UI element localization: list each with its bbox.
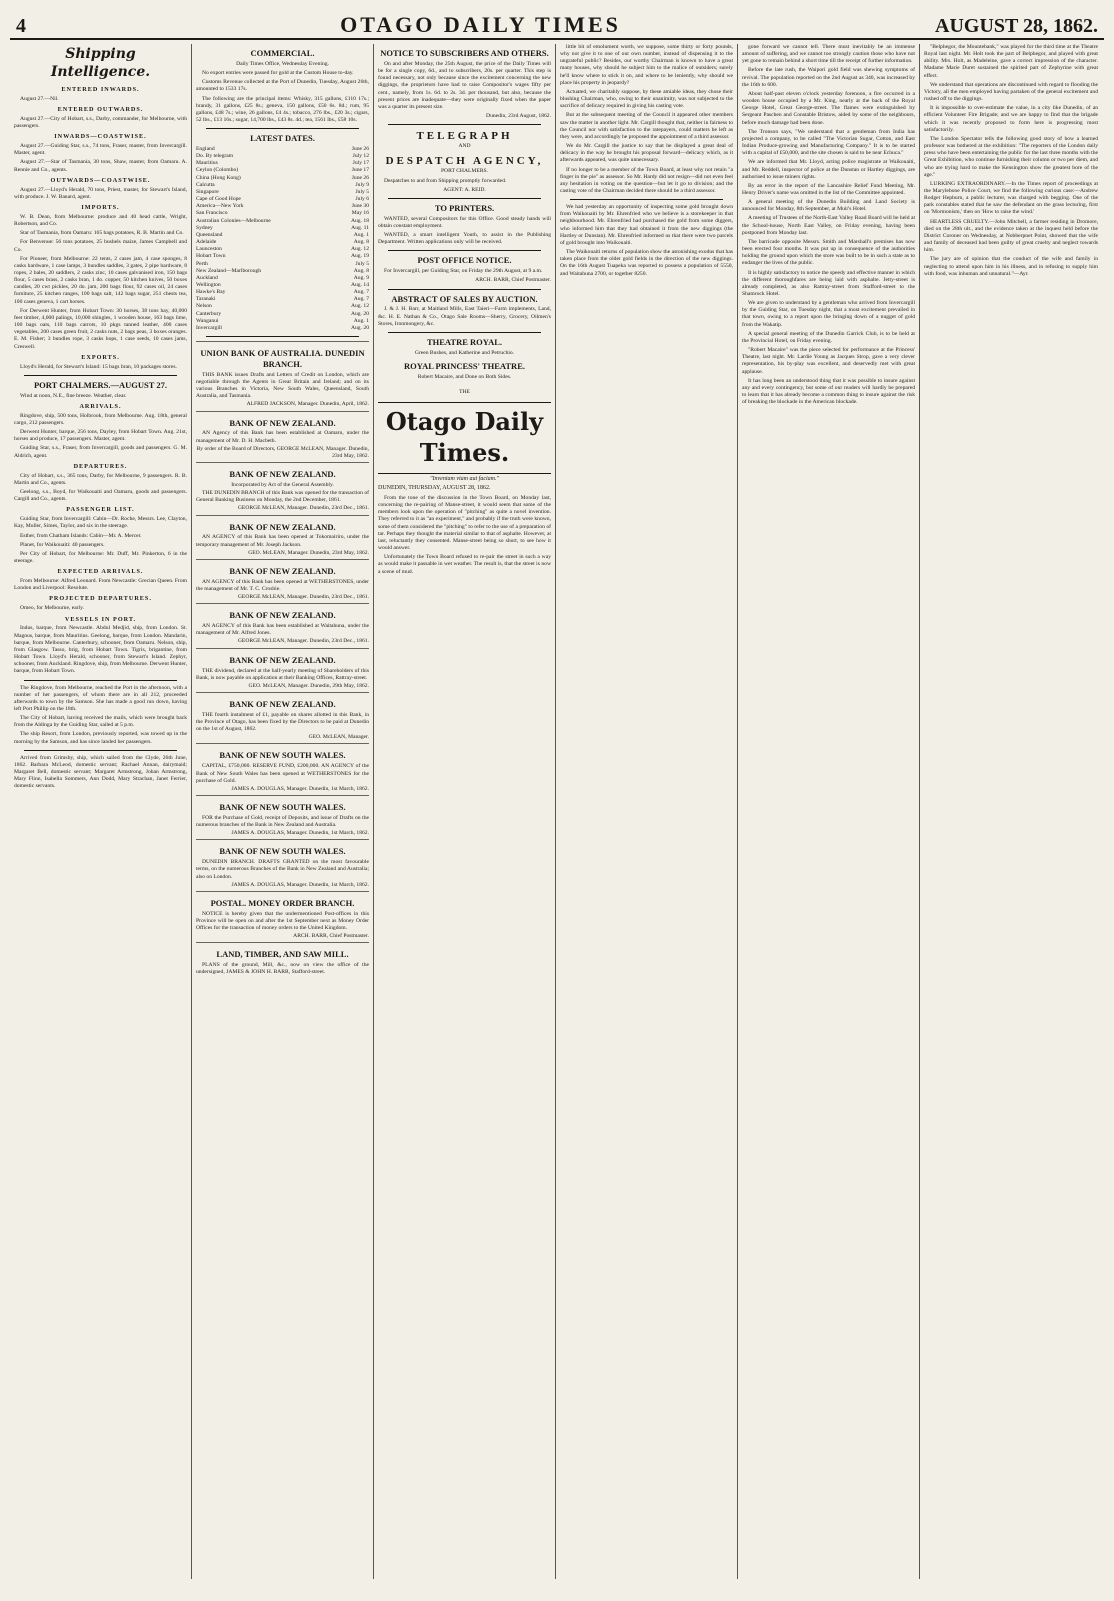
subhead: OUTWARDS—COASTWISE. xyxy=(50,176,151,184)
latest-dates-row xyxy=(196,268,369,275)
latest-dates-place: Hobart Town xyxy=(196,253,226,260)
paragraph: Guiding Star, from Invercargill: Cabin—Dr. Roche, Messrs. Lee, Clayton, Kay, Muller, Simes, Taylor, and six in the steerage. xyxy=(14,516,187,530)
ad-signature: GEORGE McLEAN, Manager. Dunedin, 23rd Dec., 1861. xyxy=(237,638,369,645)
princess-text: Robert Macaire, and Done on Both Sides. xyxy=(417,373,512,380)
divider xyxy=(570,199,723,200)
ad-heading: LAND, TIMBER, AND SAW MILL. xyxy=(216,949,349,960)
latest-dates-title: LATEST DATES. xyxy=(250,133,315,144)
theatre-title: THEATRE ROYAL. xyxy=(426,336,503,347)
paragraph: We are given to understand by a gentleman who arrived from Invercargill by the Guiding Star, on Tuesday night, that a most excitement prevailed in that town, owing to a report upon the bringing down of a nugget of gold from the Wakatip. xyxy=(742,300,915,328)
ad-heading: BANK OF NEW ZEALAND. xyxy=(229,610,336,621)
paragraph: Customs Revenue collected at the Port of Dunedin, Tuesday, August 26th, amounted to 1533 17s. xyxy=(196,79,369,93)
latest-dates-date: Aug. 7 xyxy=(353,289,369,296)
paragraph: The City of Hobart, having received the mails, which were brought back from the Aldinga by the Guiding Star, sailed at 5 p.m. xyxy=(14,715,187,729)
latest-dates-date: June 26 xyxy=(351,146,369,152)
subhead: IMPORTS. xyxy=(81,203,120,211)
ad-heading: POSTAL. MONEY ORDER BRANCH. xyxy=(210,897,355,908)
paragraph: The ship Resort, from London, previously reported, was towed up in the morning by the Samson, and has since landed her passengers. xyxy=(14,731,187,745)
column-leader xyxy=(556,44,738,1579)
latest-dates-date: July 5 xyxy=(355,260,369,267)
bnz-ad-wetherstones xyxy=(196,559,369,601)
divider xyxy=(388,124,541,125)
dateline: DUNEDIN, THURSDAY, AUGUST 28, 1862. xyxy=(378,485,491,492)
shipping-title: Shipping Intelligence. xyxy=(50,46,151,80)
ad-signature: By order of the Board of Directors, GEORGE McLEAN, Manager. Dunedin, 23rd May, 1862. xyxy=(196,445,369,459)
paragraph: The jury are of opinion that the conduct of the wife and family in neglecting to attend upon him in his illness, and in refusing to supply him with food, was inhuman and unnatural."—Ayr. xyxy=(924,256,1098,277)
paragraph: "Belphegor, the Mountebank," was played for the third time at the Theatre Royal last night. Mr. Holt took the part of Belphegor, and played with great ability. Mrs. Holt, as Madeleine, gave a correct impression of the character. Madame Marie Duret sustained the spirited part of Zephyrine with great effect. xyxy=(924,44,1098,79)
subscribers-notice-title: NOTICE TO SUBSCRIBERS AND OTHERS. xyxy=(380,48,549,58)
paragraph: Unfortunately the Town Board refused to re-pair the street in such a way as would make it passable in wet weather. The result is, that the street is now a scene of mud. xyxy=(378,554,551,575)
paragraph: "Robert Macaire" was the piece selected for performance at the Princess' Theatre, last night. Mr. Lardie Young as Jacques Strop, gave a very clever representation, his by-play was excellent, and deservedly met with great applause. xyxy=(742,347,915,375)
latest-dates-row xyxy=(196,282,369,289)
latest-dates-place: Launceston xyxy=(196,246,222,253)
latest-dates-date: June 30 xyxy=(351,203,369,210)
latest-dates-row xyxy=(196,325,369,332)
latest-dates-place: Invercargill xyxy=(196,324,222,331)
theatre-text: Green Bushes, and Katherine and Petruchio. xyxy=(414,349,515,356)
ad-signature: JAMES A. DOUGLAS, Manager. Dunedin, 1st March, 1862. xyxy=(231,881,369,888)
divider xyxy=(24,375,177,376)
latest-dates-place: Nelson xyxy=(196,303,212,310)
latest-dates-place: Canterbury xyxy=(196,310,222,317)
masthead-date: AUGUST 28, 1862. xyxy=(935,15,1098,37)
paragraph: It is impossible to over-estimate the value, in a city like Dunedin, of an efficient Volunteer Fire Brigade; and we are happy to find that the brigade which it was recently proposed to form here is progressing most satisfactorily. xyxy=(924,105,1098,133)
latest-dates-row xyxy=(196,218,369,225)
bnz-ad-dunedin xyxy=(196,462,369,513)
ad-signature: JAMES A. DOUGLAS, Manager. Dunedin, 1st March, 1862. xyxy=(231,785,369,792)
paragraph: From the tone of the discussion in the Town Board, on Monday last, concerning the re-pairing of Manse-street, it would seem that some of the members look upon the operation of "pitching" as quite a novel invention. They referred to it as "an experiment," and probably if the truth were known, some of them considered the "pitching" to refer to the use of a preparation of tar. Perhaps they thought the material similar to that of asphalte. However, at last, reluctantly they consented. Manse-street being so short, to see how it would answer. xyxy=(378,494,551,552)
paragraph: J. & J. H. Barr, at Maitland Mills, East Taieri—Farm implements, Land, &c. H. E. Nathan & Co., Otago Sale Rooms—Sherry, Grocery, Oilmen's Stores, Ironmongery, &c. xyxy=(378,306,551,327)
latest-dates-place: Wellington xyxy=(196,281,221,288)
latest-dates-row xyxy=(196,239,369,246)
union-bank-ad xyxy=(196,341,369,409)
latest-dates-row xyxy=(196,146,369,153)
paragraph: little bit of emolument worth, we suppose, some thirty or forty pounds, why not give it to one of our own number, instead of dispensing it to the ungrateful public? Besides, our worthy Chairman is known to have a great many houses, why should he subject him to the malice of outsiders; surely he'll know where to stick it on, and where to be leniently, why should we place his property in jeopardy? xyxy=(560,44,733,86)
latest-dates-date: May 16 xyxy=(351,210,369,217)
bnz-ad-instalment xyxy=(196,692,369,742)
bnsw-ad-3 xyxy=(196,839,369,889)
paragraph: A special general meeting of the Dunedin Garrick Club, is to be held at the Provincial Hotel, on Friday evening. xyxy=(742,330,915,344)
paragraph: August 27.—Lloyd's Herald, 70 tons, Priest, master, for Stewart's Island, with produce. J. W. Banard, agent. xyxy=(14,186,187,200)
ad-signature: GEORGE McLEAN, Manager. Dunedin, 23rd Dec., 1861. xyxy=(237,505,369,512)
latest-dates-date: Aug. 8 xyxy=(353,239,369,246)
latest-dates-row xyxy=(196,253,369,260)
paragraph: Derwent Hunter, barque, 256 tons, Dayley, from Hobart Town. Aug. 21st, horses and produce, 17 passengers. Master, agent. xyxy=(14,429,187,443)
paragraph: Planet, for Waikouaiti: 40 passengers. xyxy=(20,541,105,548)
latest-dates-row xyxy=(196,167,369,174)
abstract-title: ABSTRACT OF SALES BY AUCTION. xyxy=(391,293,538,304)
ad-text: FOR the Purchase of Gold, receipt of Deposits, and issue of Drafts on the numerous branches of the Bank in New Zealand and Australia. xyxy=(196,814,369,828)
paragraph: City of Hobart, s.s., 365 tons, Darby, for Melbourne, 9 passengers. R. B. Martin and Co., agents. xyxy=(14,472,187,486)
subhead: INWARDS—COASTWISE. xyxy=(54,133,147,141)
paragraph: No export entries were passed for gold at the Custom House to-day. xyxy=(202,70,354,77)
latest-dates-row xyxy=(196,175,369,182)
latest-dates-row xyxy=(196,311,369,318)
ad-signature: GEO. McLEAN, Manager. xyxy=(308,734,369,741)
paragraph: For Pioneer, from Melbourne: 22 tents, 2 cases jam, 4 case sponges, 8 casks hardware, 1 case lamps, 3 bundles saddles, 3 gates, 2 pipe hardware, 8 ropes, 2 bales, 20 saddlers, 2 casks zinc, 10 cases galvanised iron, 150 bags flour, 5 cases brass, 2 casks bran, 1 do. copper, 50 kitchen knives, 50 boxes candles, 20 cwt pickles, 20 do. jam, 200 bags flour, 92 cases oil, 24 cases furniture, 25 kitchen ranges, 100 bags salt, 142 bags sugar, 251 chests tea, 100 cases geneva, 1 cart horses. xyxy=(14,255,187,305)
paragraph: We do Mr. Cargill the justice to say that he displayed a great deal of delicacy in the way he brought his proposal forward—delicacy which, as it afterwards appeared, was quite unnecessary. xyxy=(560,143,733,164)
ad-heading: BANK OF NEW SOUTH WALES. xyxy=(219,801,346,812)
ad-heading: BANK OF NEW ZEALAND. xyxy=(229,698,336,709)
paragraph: By an error in the report of the Lancashire Relief Fund Meeting, Mr. Henry Driver's name was omitted in the list of the Committee appointed. xyxy=(742,182,915,196)
divider xyxy=(388,198,541,199)
paper-motto: "Inveniam viam aut faciam." xyxy=(429,475,500,482)
paper-the: THE xyxy=(459,389,470,395)
latest-dates-date: Aug. 19 xyxy=(350,253,369,260)
latest-dates-date: Aug. 11 xyxy=(351,224,369,231)
latest-dates-date: July 9 xyxy=(355,181,369,188)
latest-dates-place: Singapore xyxy=(196,188,219,195)
paragraph: From Melbourne: Alfred Leonard. From Newcastle: Grecian Queen. From London and Liverpool: Resolute. xyxy=(14,578,187,592)
ad-heading: BANK OF NEW ZEALAND. xyxy=(229,565,336,576)
divider xyxy=(388,289,541,290)
agent-name: AGENT: A. REID. xyxy=(443,186,486,193)
latest-dates-row xyxy=(196,296,369,303)
latest-dates-row xyxy=(196,246,369,253)
paragraph: Indus, barque, from Newcastle. Abdul Medjid, ship, from London. St. Magnus, barque, from Mauritius. Geelong, barque, from London. Mandarin, barque, from Melbourne. Canterbury, schooner, from Oamaru. Nelson, ship, from Glasgow. Tasso, brig, from Hobart Town. Tigris, brigantine, from Hobart Town. Lloyd's Herald, schooner, from Stewart's Island. Zephyr, schooner, from Auckland. Ringdove, ship, from Melbourne. Derwent Hunter, barque, from Hobart Town. xyxy=(14,625,187,675)
divider xyxy=(206,128,359,129)
notice-signature: ARCH. BARR, Chief Postmaster. xyxy=(475,277,551,284)
commercial-office: Daily Times Office, Wednesday Evening. xyxy=(236,60,329,67)
latest-dates-place: England xyxy=(196,146,215,152)
latest-dates-row xyxy=(196,203,369,210)
subhead: ARRIVALS. xyxy=(79,402,122,410)
notice-signature: Dunedin, 23rd August, 1862. xyxy=(486,112,551,119)
latest-dates-row xyxy=(196,289,369,296)
latest-dates-place: Cape of Good Hope xyxy=(196,196,241,203)
masthead-title: OTAGO DAILY TIMES xyxy=(340,12,621,37)
latest-dates-place: Australian Colonies—Melbourne xyxy=(196,217,271,224)
latest-dates-date: Aug. 14 xyxy=(350,281,369,288)
latest-dates-row xyxy=(196,196,369,203)
latest-dates-place: Calcutta xyxy=(196,181,215,188)
page-number: 4 xyxy=(16,15,26,37)
paragraph: On and after Monday, the 25th August, the price of the Daily Times will be for a single copy, 6d., and to subscribers, 20s. per quarter. This step is found necessary, not only because since the excitement concerning the new diggings, the proprietors have had to raise Compositor's wages fifty per cent., namely, from 1s. 6d. to 2s. 3d. per thousand, but also, because the present prices are inadequate—they were originally fixed when the paper was a quarter its present size. xyxy=(378,60,551,110)
latest-dates-table xyxy=(196,146,369,332)
ad-heading: BANK OF NEW ZEALAND. xyxy=(229,417,336,428)
despatch-heading: DESPATCH AGENCY, xyxy=(385,155,544,168)
ad-text: CAPITAL, £750,000. RESERVE FUND, £200,000. AN AGENCY of the Bank of New South Wales has been opened at WETHERSTONES for the purchase of Gold. xyxy=(196,763,369,784)
latest-dates-place: America—New York xyxy=(196,203,244,210)
column-shipping xyxy=(10,44,192,1579)
ad-text: THE dividend, declared at the half-yearly meeting of Shareholders of this Bank, is now payable on application at their Banking Offices, Rattray-street. xyxy=(196,667,369,681)
divider xyxy=(24,750,177,751)
latest-dates-place: China (Hong Kong) xyxy=(196,174,241,181)
telegraph-heading: TELEGRAPH xyxy=(416,130,513,143)
subhead: PASSENGER LIST. xyxy=(66,506,135,514)
column-news xyxy=(738,44,920,1579)
bnz-ad-tokomairiro xyxy=(196,515,369,557)
paragraph: Omeo, for Melbourne, early. xyxy=(20,605,84,612)
paragraph: gone forward we cannot tell. There must inevitably be an immense amount of suffering, and we cannot too strongly caution those who have not yet gone to remain behind a short time till the receipt of further information. xyxy=(742,44,915,65)
latest-dates-row xyxy=(196,210,369,217)
land-ad xyxy=(196,942,369,976)
port-chalmers-sub: PORT CHALMERS. xyxy=(440,168,489,175)
subhead: DEPARTURES. xyxy=(73,462,128,470)
latest-dates-date: Aug. 20 xyxy=(350,310,369,317)
paragraph: For Benvenue: 56 tons potatoes, 25 bushels maize, James Campbell and Co. xyxy=(14,239,187,253)
printers-title: TO PRINTERS. xyxy=(434,202,495,213)
bnz-ad-waitahuna xyxy=(196,603,369,645)
paragraph: The Ringdove, from Melbourne, reached the Port in the afternoon, with a number of her passengers, of whom there are in all 212, proceeded afterwards to town by the Samson. She has made a good run down, having left Port Phillip on the 18th. xyxy=(14,684,187,712)
subhead: ENTERED INWARDS. xyxy=(61,85,140,93)
subhead: EXPORTS. xyxy=(81,353,120,361)
paragraph: Esther, from Chatham Islands: Cabin—Mr. A. Mercer. xyxy=(20,532,142,539)
ad-text: DUNEDIN BRANCH. DRAFTS GRANTED on the most favourable terms, on the numerous Branches of the Bank in New Zealand and Australia; also on London. xyxy=(196,859,369,880)
ad-signature: GEORGE McLEAN, Manager. Dunedin, 23rd Dec., 1861. xyxy=(237,594,369,601)
bnsw-ad-2 xyxy=(196,795,369,837)
latest-dates-date: Aug. 9 xyxy=(353,274,369,281)
telegraph-and: AND xyxy=(458,143,471,150)
ad-text: AN AGENCY of this Bank has been opened at WETHERSTONES, under the management of Mr. T. C. Crosbie. xyxy=(196,578,369,592)
latest-dates-date: July 17 xyxy=(352,160,369,167)
latest-dates-place: Wanganui xyxy=(196,317,219,324)
latest-dates-row xyxy=(196,225,369,232)
paragraph: We understand that operations are discontinued with regard to flooding the Victory, all the men employed having partaken of the general excitement and rushed off to the diggings. xyxy=(924,81,1098,103)
divider xyxy=(206,336,359,337)
ad-text: THIS BANK issues Drafts and Letters of Credit on London, which are negotiable through the Agents in Great Britain and Ireland; and on its various Branches in Victoria, New South Wales, Queensland, South Australia, and Tasmania. xyxy=(196,371,369,400)
latest-dates-row xyxy=(196,275,369,282)
paragraph: About half-past eleven o'clock yesterday forenoon, a fire occurred in a wooden house occupied by a Mr. King, nearly at the back of the Royal George Hotel, Great George-street. The flames were extinguished by Sergeant Paschen and Constable Bristow, aided by some of the neighbours, before much damage had been done. xyxy=(742,90,915,126)
ad-signature: GEO. McLEAN, Manager. Dunedin, 29th May, 1862. xyxy=(248,682,369,689)
ad-subtitle: Incorporated by Act of the General Assembly. xyxy=(231,481,334,488)
paragraph: Before the late rush, the Waipori gold field was shewing symptoms of revival. The population reported on the 2nd August as 340, was increased by the 16th to 600. xyxy=(742,67,915,88)
subhead: EXPECTED ARRIVALS. xyxy=(57,568,144,576)
paragraph: The Waikouaiti returns of population show the astonishing exodus that has taken place from the older gold fields in the direction of the new diggings. On the 16th August Tuapeka was reported to possess a population of 5550, and Waitahuna 2700, or together 8250. xyxy=(560,249,733,277)
paragraph: The Tronson says, "We understand that a gentleman from India has projected a company, to be called "The Victorian Sugar, Cotton, and East Indian Produce-growing and Manufacturing Company." It is to be started with a capital of £50,000, and the site chosen is said to be near Echuca." xyxy=(742,128,915,157)
paragraph: The barricade opposite Messrs. Smith and Marshall's premises has now been erected four months. It was put up in consequence of the authorities holding the ground upon which the store was built to be in such a state as to endanger the lives of the public. xyxy=(742,238,915,267)
ad-signature: ALFRED JACKSON, Manager. Dunedin, April, 1862. xyxy=(246,401,369,408)
latest-dates-place: Taranaki xyxy=(196,296,216,303)
latest-dates-date: July 6 xyxy=(355,196,369,203)
bnsw-ad-1 xyxy=(196,743,369,793)
paragraph: Lloyd's Herald, for Stewart's Island: 15 bags bran, 10 packages stores. xyxy=(20,363,177,370)
latest-dates-date: Aug. 12 xyxy=(350,246,369,253)
ad-text: THE fourth instalment of £1, payable on shares allotted in this Bank, in the Province of Otago, has been fixed by the Directors to be paid at Dunedin on the 1st of August, 1862. xyxy=(196,711,369,733)
latest-dates-date: June 17 xyxy=(351,167,369,174)
ad-heading: BANK OF NEW SOUTH WALES. xyxy=(219,750,346,761)
divider xyxy=(388,332,541,333)
princess-title: ROYAL PRINCESS' THEATRE. xyxy=(403,360,525,371)
paragraph: HEARTLESS CRUELTY.—John Mitchell, a farmer residing in Dromore, died on the 28th ult., and the evidence taken at the inquest held before the District Coroner on Wednesday, at Nobberpnet Point, showed that the wife and family of deceased had been guilty of great cruelty and neglect towards him. xyxy=(924,218,1098,254)
latest-dates-place: Auckland xyxy=(196,274,218,281)
paragraph: Guiding Star, s.s., Fraser, from Invercargill, goods and passengers. G. M. Aldrich, agent. xyxy=(14,445,187,459)
latest-dates-place: Ceylon (Colombo) xyxy=(196,167,239,174)
latest-dates-place: New Zealand—Marlborough xyxy=(196,267,262,274)
paragraph: W. B. Dean, from Melbourne: produce and 40 head cattle, Wright, Robertson, and Co. xyxy=(14,213,187,228)
column-commercial xyxy=(192,44,374,1579)
paragraph: August 27.—Nil. xyxy=(20,95,59,102)
ad-text: AN AGENCY of this Bank has been established at Waitahuna, under the management of Mr. Alfred Jones. xyxy=(196,623,369,637)
ad-text: AN Agency of this Bank has been established at Oamaru, under the management of Mr. D. H. Macbeth. xyxy=(196,430,369,444)
subhead: PROJECTED DEPARTURES. xyxy=(49,595,152,603)
paragraph: If no longer to be a member of the Town Board, at least why not retain "a finger in the pie" as assessor. So Mr. Hardy did not resign—did not even feel any hesitation in voting on the question—but let it go to division; and the casting vote of the Chairman decided there should be a third assessor. xyxy=(560,166,733,194)
paragraph: We are informed that Mr. Lloyd, acting police magistrate at Waikouaiti, and Mr. Reddell, inspector of police at the Dunstan or Hartley diggings, are authorised to issue miners rights. xyxy=(742,159,915,180)
ad-heading: BANK OF NEW ZEALAND. xyxy=(229,654,336,665)
subhead: VESSELS IN PORT. xyxy=(64,615,137,623)
ad-signature: ARCH. BARR, Chief Postmaster. xyxy=(293,933,369,940)
paragraph: A general meeting of the Dunedin Building and Land Society is announced for Monday, 8th September, at Muir's Hotel. xyxy=(742,199,915,213)
latest-dates-date: Aug. 18 xyxy=(350,217,369,224)
latest-dates-row xyxy=(196,182,369,189)
paragraph: We had yesterday an opportunity of inspecting some gold brought down from Waikouaiti by Mr. Ehrenfried who we believe is a storekeeper in that neighbourhood. Mr. Ehrenfried had purchased the gold from some diggers, who informed him that they had obtained it from the new diggings (the Hartley or Dunstan). Mr. Ehrenfried informed us that there were two parcels of gold brought into Waikouaiti. xyxy=(560,204,733,246)
ad-heading: BANK OF NEW SOUTH WALES. xyxy=(219,846,346,857)
paragraph: Despatches to and from Shipping promptly forwarded. xyxy=(384,177,507,184)
columns xyxy=(10,44,1104,1579)
ad-text: AN AGENCY of this Bank has been opened at Tokomairiro, under the temporary management of Mr. Joseph Jackson. xyxy=(196,534,369,548)
paragraph: August 27.—Guiding Star, s.s., 74 tons, Fraser, master, from Invercargill. Master, agent. xyxy=(14,143,187,157)
paragraph: But at the subsequent meeting of the Council it appeared other members saw the matter in another light. Mr. Cargill thought that, neither in fairness to the Council nor with satisfaction to the ratepayers, could matters be left as they were, and accordingly he proposed the appointment of a third assessor. xyxy=(560,112,733,140)
paragraph: Actuated, we charitably suppose, by these amiable ideas, they chose their blushing Chairman, who, owing to their unanimity, was not subjected to the sacrifice of delicacy required in giving his casting vote. xyxy=(560,88,733,110)
paragraph: Wind at noon, N.E., fine breeze. Weather, clear. xyxy=(20,392,127,399)
latest-dates-place: Do. By telegram xyxy=(196,153,234,160)
latest-dates-row xyxy=(196,318,369,325)
ad-heading: UNION BANK OF AUSTRALIA. DUNEDIN BRANCH. xyxy=(200,348,365,369)
latest-dates-place: San Francisco xyxy=(196,210,228,217)
paper-logo: Otago Daily Times. xyxy=(378,402,551,473)
post-office-title: POST OFFICE NOTICE. xyxy=(417,255,512,266)
paragraph: Star of Tasmania, from Oamaru: 165 bags potatoes, R. B. Martin and Co. xyxy=(20,230,184,237)
latest-dates-row xyxy=(196,303,369,310)
paragraph: It is highly satisfactory to notice the speedy and effective manner in which the different thoroughfares are being laid with asphalte. Jetty-street is already completed, as also Rattray-street from Stafford-street to the Shamrock Hotel. xyxy=(742,269,915,297)
paragraph: For Invercargill, per Guiding Star, on Friday the 29th August, at 9 a.m. xyxy=(384,268,543,275)
latest-dates-place: Perth xyxy=(196,260,208,267)
latest-dates-date: July 12 xyxy=(352,153,369,160)
commercial-title: COMMERCIAL. xyxy=(250,48,315,58)
paragraph: Geelong, s.s., Boyd, for Waikouaiti and Oamaru, goods and passengers. Cargill and Co., agents. xyxy=(14,488,187,503)
paragraph: LURKING EXTRAORDINARY.—In the Times report of proceedings at the Marylebone Police Court, we find the following curious case:—Andrew Rodger Hepburn, a public lecturer, was charged with begging. One of the park constables stated that he saw the defendant on the grass lecturing, first on 'Mormonism,' then on 'How to raise the wind.' xyxy=(924,180,1098,216)
column-last xyxy=(920,44,1102,1579)
newspaper-page xyxy=(10,10,1104,1581)
ad-text: PLANS of the ground, Mill, &c., now on view the office of the undersigned, JAMES & JOHN H. BARR, Stafford-street. xyxy=(196,962,369,976)
masthead xyxy=(10,10,1104,40)
latest-dates-place: Queensland xyxy=(196,231,223,238)
port-chalmers-heading: PORT CHALMERS.—AUGUST 27. xyxy=(33,379,168,390)
latest-dates-place: Adelaide xyxy=(196,239,217,246)
latest-dates-date: Aug. 1 xyxy=(353,317,369,324)
paragraph: It has long been an understood thing that it was possible to insure against any and every contingency, but some of our readers will hardly be prepared to learn that it has already become a common thing to insure against the risk of breaking the blockade in the American blockade. xyxy=(742,377,915,406)
paragraph: Arrived from Grimsby, ship, which sailed from the Clyde, 26th June, 1862. Barbara McLeod, domestic servant; Rachael Annan, dairymaid; Margaret Bell, domestic servant; Margaret Armstrong, Johan Armstrong, Mary Flinn, Isabella Sommers, Ann Dodd, Mary Strachan, Janet Ferrier, domestic servants. xyxy=(14,754,187,790)
subhead: ENTERED OUTWARDS. xyxy=(57,105,144,113)
ad-heading: BANK OF NEW ZEALAND. xyxy=(229,521,336,532)
paragraph: WANTED, several Compositors for this Office. Good steady hands will obtain constant employment. xyxy=(378,215,551,229)
ad-signature: JAMES A. DOUGLAS, Manager. Dunedin, 1st March, 1862. xyxy=(231,830,369,837)
paragraph: WANTED, a smart intelligent Youth, to assist in the Publishing Department. Written applications only will be received. xyxy=(378,232,551,246)
paragraph: The London Spectator tells the following good story of how a learned professor was bothered at the exhibition: "The reporters of the London daily press who have been entertaining the public for the last three months with the Great Exhibition, who continue furnishing their column or two per diem, and who are trying hard to make the Kensington show the greatest bore of the age." xyxy=(924,135,1098,178)
divider xyxy=(388,250,541,251)
bnz-ad-dividend xyxy=(196,648,369,690)
latest-dates-row xyxy=(196,153,369,160)
paragraph: For Derwent Hunter, from Hobart Town: 30 horses, 38 tons hay, 40,000 feet timber, 4,000 palings, 10,000 shingles, 1 wooden house, 163 bags lime, 100 bags oats, 110 bags carrots, 10 pkgs tanned leather, 400 cases vegetables, 200 cases green fruit, 2 casks nuts, 2 bags peas, 3 boxes oranges. E. M. Fisher; 3 bundles rope, 3 casks hops, 1 case seeds, 10 cases jams, Creswell. xyxy=(14,307,187,350)
paragraph: Per City of Hobart, for Melbourne: Mr. Duff, Mr. Pinkerton, 6 in the steerage. xyxy=(14,550,187,564)
postal-ad xyxy=(196,891,369,941)
paragraph: August 27.—Star of Tasmania, 30 tons, Shaw, master, from Oamaru. A. Rennie and Co., agents. xyxy=(14,159,187,173)
ad-signature: GEO. McLEAN, Manager. Dunedin, 23rd May, 1862. xyxy=(248,549,369,556)
divider xyxy=(24,680,177,681)
latest-dates-date: Aug. 12 xyxy=(350,303,369,310)
paragraph: August 27.—City of Hobart, s.s., Darby, commander, for Melbourne, with passengers. xyxy=(14,115,187,129)
paragraph: The following are the principal items: Whisky, 315 gallons, £110 17s.; brandy, 31 gallons, £25 8s.; geneva, 150 gallons, £50 6s. 8d.; rum, 95 gallons, £48 7s.; wine, 26 gallons, £4 4s.; tobacco, 276 lbs., £20 3s.; cigars, 52 lbs., £13 16s.; sugar, 14,700 lbs., £43 8s. 4d.; tea, 1561 lbs., £58 10s. xyxy=(196,95,369,123)
ad-heading: BANK OF NEW ZEALAND. xyxy=(229,469,336,480)
bnz-ad-oamaru xyxy=(196,411,369,461)
latest-dates-date: July 5 xyxy=(355,188,369,195)
latest-dates-date: June 26 xyxy=(351,174,369,181)
latest-dates-row xyxy=(196,261,369,268)
paragraph: Ringdove, ship, 500 tons, Holbrook, from Melbourne. Aug. 18th, general cargo, 212 passengers. xyxy=(14,412,187,426)
latest-dates-place: Mauritius xyxy=(196,160,218,167)
latest-dates-date: Aug. 8 xyxy=(353,267,369,274)
latest-dates-date: Aug. 7 xyxy=(353,296,369,303)
latest-dates-row xyxy=(196,232,369,239)
latest-dates-place: Sydney xyxy=(196,224,213,231)
latest-dates-place: Hawke's Bay xyxy=(196,289,226,296)
ad-text: THE DUNEDIN BRANCH of this Bank was opened for the transaction of General Banking Business on Monday, the 2nd December, 1861. xyxy=(196,490,370,504)
latest-dates-date: Aug. 20 xyxy=(350,324,369,331)
latest-dates-date: Aug. 1 xyxy=(353,231,369,238)
paragraph: A meeting of Trustees of the North-East Valley Road Board will be held at the School-house, North East Valley, on Friday evening, having been postponed from Monday last. xyxy=(742,215,915,236)
column-notices xyxy=(374,44,556,1579)
ad-text: NOTICE is hereby given that the undermentioned Post-offices in this Province will be open on and after the 1st September next as Money Order Offices for the transaction of money orders to the United Kingdom. xyxy=(196,910,369,931)
